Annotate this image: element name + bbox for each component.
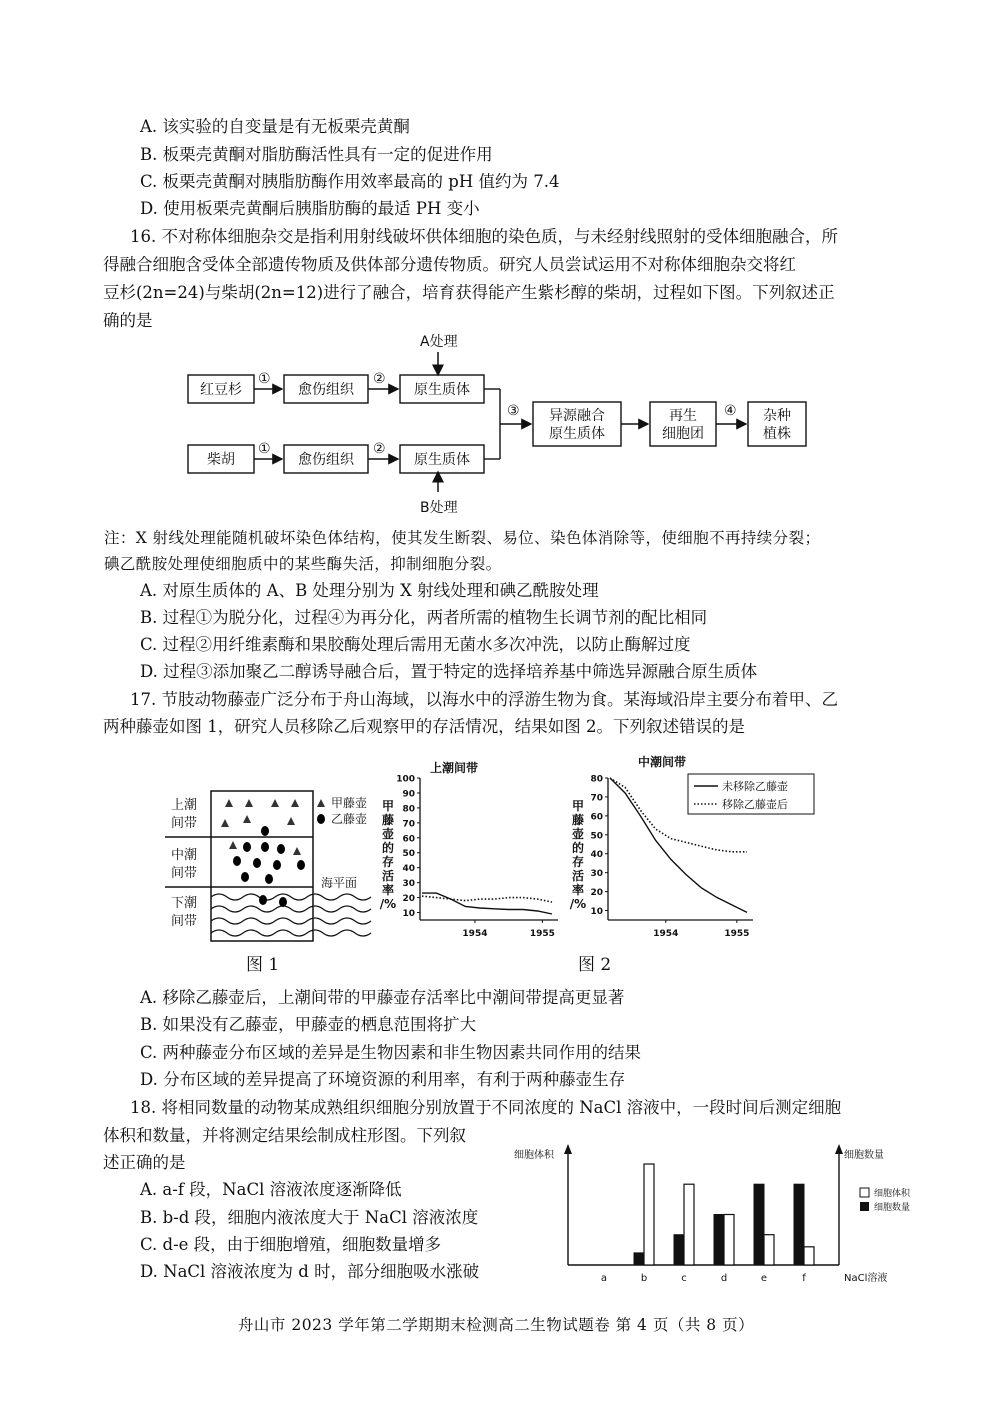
mid-ylabel-char: 壶 <box>571 827 585 841</box>
bar-category-label: e <box>760 1273 768 1284</box>
q18-stem-line-2: 体积和数量，并将测定结果绘制成柱形图。下列叙 <box>103 1126 466 1145</box>
q15-option-c: C. 板栗壳黄酮对胰脂肪酶作用效率最高的 pH 值约为 7.4 <box>140 172 560 191</box>
box-callus-a: 愈伤组织 <box>298 382 354 398</box>
legend-jia-label: 甲藤壶 <box>331 796 368 810</box>
bar-cell-count <box>714 1215 724 1266</box>
upper-chart-title: 上潮间带 <box>430 761 479 775</box>
bar-cell-volume <box>764 1235 774 1265</box>
legend-volume-label: 细胞体积 <box>874 1189 911 1199</box>
bar-cell-volume <box>724 1215 734 1266</box>
upper-y-tick-label: 70 <box>402 819 415 830</box>
step-1-label: ① <box>258 371 271 387</box>
upper-y-tick-label: 100 <box>396 774 415 785</box>
q16-option-a: A. 对原生质体的 A、B 处理分别为 X 射线处理和碘乙酰胺处理 <box>140 581 599 600</box>
bar-category-label: d <box>720 1273 728 1284</box>
mid-ylabel-char: 存 <box>571 855 585 869</box>
q16-stem-line-4: 确的是 <box>103 311 153 330</box>
mid-y-tick-label: 40 <box>590 850 603 861</box>
upper-ylabel-char: 壶 <box>381 827 395 841</box>
q16-option-d: D. 过程③添加聚乙二醇诱导融合后，置于特定的选择培养基中筛选异源融合原生质体 <box>140 662 758 681</box>
q16-note-line-1: 注：X 射线处理能随机破坏染色体结构，使其发生断裂、易位、染色体消除等，使细胞不再持续分裂； <box>104 529 821 547</box>
box-protoplast-a: 原生质体 <box>414 382 470 398</box>
zone-mid-line1: 中潮 <box>171 848 198 863</box>
q17-option-b: B. 如果没有乙藤壶，甲藤壶的栖息范围将扩大 <box>140 1015 477 1034</box>
mid-y-tick-label: 50 <box>590 831 603 842</box>
step-1-label-b: ① <box>258 441 271 457</box>
bar-cell-count <box>634 1253 644 1265</box>
q16-process-diagram <box>180 330 820 520</box>
q16-note-line-2: 碘乙酰胺处理使细胞质中的某些酶失活，抑制细胞分裂。 <box>104 555 502 573</box>
upper-ylabel-char: 活 <box>381 869 395 883</box>
box-hongdoushan: 红豆杉 <box>200 382 242 398</box>
y-left-label: 细胞体积 <box>514 1150 554 1161</box>
mid-y-tick-label: 20 <box>590 888 603 899</box>
q16-stem-line-2: 得融合细胞含受体全部遗传物质及供体部分遗传物质。研究人员尝试运用不对称体细胞杂交将红 <box>103 255 796 274</box>
jia-barnacle-markers <box>221 799 301 855</box>
upper-ylabel-char: 甲 <box>381 799 395 813</box>
fig2-legend <box>688 774 814 814</box>
q17-option-c: C. 两种藤壶分布区域的差异是生物因素和非生物因素共同作用的结果 <box>140 1043 642 1062</box>
bar-category-label: b <box>640 1273 648 1284</box>
upper-x-tick-label: 1954 <box>462 929 488 939</box>
legend-not-removed-label: 未移除乙藤壶 <box>722 780 788 793</box>
upper-y-tick-label: 60 <box>402 834 415 845</box>
q18-option-c: C. d-e 段，由于细胞增殖，细胞数量增多 <box>140 1235 442 1254</box>
step-2-label-b: ② <box>373 441 386 457</box>
mid-ylabel-char: 率 <box>571 883 585 897</box>
zone-mid-line2: 间带 <box>171 866 198 881</box>
upper-ylabel-char: 存 <box>381 855 395 869</box>
page-footer: 舟山市 2023 学年第二学期期末检测高二生物试题卷 第 4 页（共 8 页） <box>237 1316 755 1334</box>
upper-ylabel-char: /% <box>379 897 397 911</box>
bar-cell-volume <box>644 1164 654 1265</box>
figure-1-caption: 图 1 <box>246 955 280 975</box>
upper-series-not-removed <box>422 893 552 914</box>
b-treatment-label: B处理 <box>420 500 458 516</box>
sea-level-label: 海平面 <box>321 876 358 890</box>
upper-ylabel-char: 藤 <box>381 813 395 827</box>
upper-x-tick-label: 1955 <box>529 929 555 939</box>
x-axis-label: NaCl溶液 <box>844 1273 888 1284</box>
q18-option-a: A. a-f 段，NaCl 溶液浓度逐渐降低 <box>140 1180 402 1199</box>
box-regen-line2: 细胞团 <box>662 426 704 442</box>
upper-ylabel-char: 的 <box>381 841 395 855</box>
y-right-label: 细胞数量 <box>844 1150 884 1161</box>
q18-stem-line-1: 18. 将相同数量的动物某成熟组织细胞分别放置于不同浓度的 NaCl 溶液中，一段时间后测定细胞 <box>130 1098 842 1117</box>
bar-cell-count <box>754 1184 764 1265</box>
q15-option-a: A. 该实验的自变量是有无板栗壳黄酮 <box>140 117 410 136</box>
mid-y-tick-label: 60 <box>590 812 603 823</box>
mid-x-tick-label: 1954 <box>653 929 679 939</box>
bar-cell-volume <box>804 1247 814 1265</box>
step-4-label: ④ <box>724 403 737 419</box>
mid-x-tick-label: 1955 <box>724 929 750 939</box>
upper-y-tick-label: 40 <box>402 864 415 875</box>
legend-yi-label: 乙藤壶 <box>331 812 368 826</box>
upper-y-tick-label: 30 <box>402 879 415 890</box>
q18-option-d: D. NaCl 溶液浓度为 d 时，部分细胞吸水涨破 <box>140 1262 480 1281</box>
bar-category-label: a <box>600 1273 608 1284</box>
q17-stem-line-2: 两种藤壶如图 1，研究人员移除乙后观察甲的存活情况，结果如图 2。下列叙述错误的是 <box>103 717 745 736</box>
bar-legend <box>860 1187 911 1213</box>
q17-stem-line-1: 17. 节肢动物藤壶广泛分布于舟山海域，以海水中的浮游生物为食。某海域沿岸主要分布着甲、乙 <box>130 690 838 709</box>
box-regen-line1: 再生 <box>669 408 697 424</box>
mid-y-tick-label: 70 <box>590 793 603 804</box>
q16-option-c: C. 过程②用纤维素酶和果胶酶处理后需用无菌水多次冲洗，以防止酶解过度 <box>140 635 691 654</box>
upper-y-tick-label: 20 <box>402 894 415 905</box>
box-callus-b: 愈伤组织 <box>298 452 354 468</box>
upper-series-removed <box>422 896 552 902</box>
bar-category-label: c <box>681 1273 687 1284</box>
q16-option-b: B. 过程①为脱分化，过程④为再分化，两者所需的植物生长调节剂的配比相同 <box>140 608 708 627</box>
legend-count-label: 细胞数量 <box>874 1203 911 1213</box>
box-protoplast-b: 原生质体 <box>414 452 470 468</box>
zone-low-line1: 下潮 <box>171 896 198 911</box>
legend-removed-label: 移除乙藤壶后 <box>722 798 788 811</box>
mid-ylabel-char: /% <box>569 897 587 911</box>
step-2-label: ② <box>373 371 386 387</box>
mid-ylabel-char: 藤 <box>571 813 585 827</box>
q17-option-d: D. 分布区域的差异提高了环境资源的利用率，有利于两种藤壶生存 <box>140 1070 626 1089</box>
bar-cell-count <box>674 1235 684 1265</box>
mid-ylabel-char: 的 <box>571 841 585 855</box>
mid-ylabel-char: 活 <box>571 869 585 883</box>
upper-y-tick-label: 90 <box>402 789 415 800</box>
q16-stem-line-3: 豆杉(2n=24)与柴胡(2n=12)进行了融合，培育获得能产生紫杉醇的柴胡，过程如下图。下列叙述正 <box>103 283 835 302</box>
q18-option-b: B. b-d 段，细胞内液浓度大于 NaCl 溶液浓度 <box>140 1208 479 1227</box>
q15-option-d: D. 使用板栗壳黄酮后胰脂肪酶的最适 PH 变小 <box>140 199 480 218</box>
step-3-label: ③ <box>507 403 520 419</box>
q17-option-a: A. 移除乙藤壶后，上潮间带的甲藤壶存活率比中潮间带提高更显著 <box>140 988 625 1007</box>
mid-y-tick-label: 80 <box>590 774 603 785</box>
upper-y-tick-label: 80 <box>402 804 415 815</box>
box-fused-line1: 异源融合 <box>549 408 605 424</box>
box-hybrid-line1: 杂种 <box>763 408 791 424</box>
box-hybrid-line2: 植株 <box>763 426 791 442</box>
bar-cell-count <box>794 1184 804 1265</box>
q17-figure-1 <box>165 785 385 945</box>
mid-ylabel-char: 甲 <box>571 799 585 813</box>
q18-stem-line-3: 述正确的是 <box>103 1153 186 1172</box>
q17-figure-2 <box>368 752 788 948</box>
q18-bar-chart <box>508 1140 938 1290</box>
box-chaihu: 柴胡 <box>207 452 235 468</box>
zone-upper-line1: 上潮 <box>171 798 198 813</box>
mid-y-tick-label: 10 <box>590 907 603 918</box>
zone-low-line2: 间带 <box>171 914 198 929</box>
bar-category-label: f <box>802 1273 806 1284</box>
bar-cell-volume <box>684 1184 694 1265</box>
a-treatment-label: A处理 <box>420 334 458 350</box>
q16-stem-line-1: 16. 不对称体细胞杂交是指利用射线破坏供体细胞的染色质，与未经射线照射的受体细胞融合，所 <box>130 227 838 246</box>
mid-chart-title: 中潮间带 <box>638 755 687 769</box>
yi-barnacle-markers <box>233 826 305 907</box>
upper-y-tick-label: 50 <box>402 849 415 860</box>
upper-ylabel-char: 率 <box>381 883 395 897</box>
zone-upper-line2: 间带 <box>171 816 198 831</box>
mid-y-tick-label: 30 <box>590 869 603 880</box>
box-fused-line2: 原生质体 <box>549 426 605 442</box>
figure-2-caption: 图 2 <box>578 955 612 975</box>
upper-y-tick-label: 10 <box>402 909 415 920</box>
q15-option-b: B. 板栗壳黄酮对脂肪酶活性具有一定的促进作用 <box>140 145 493 164</box>
